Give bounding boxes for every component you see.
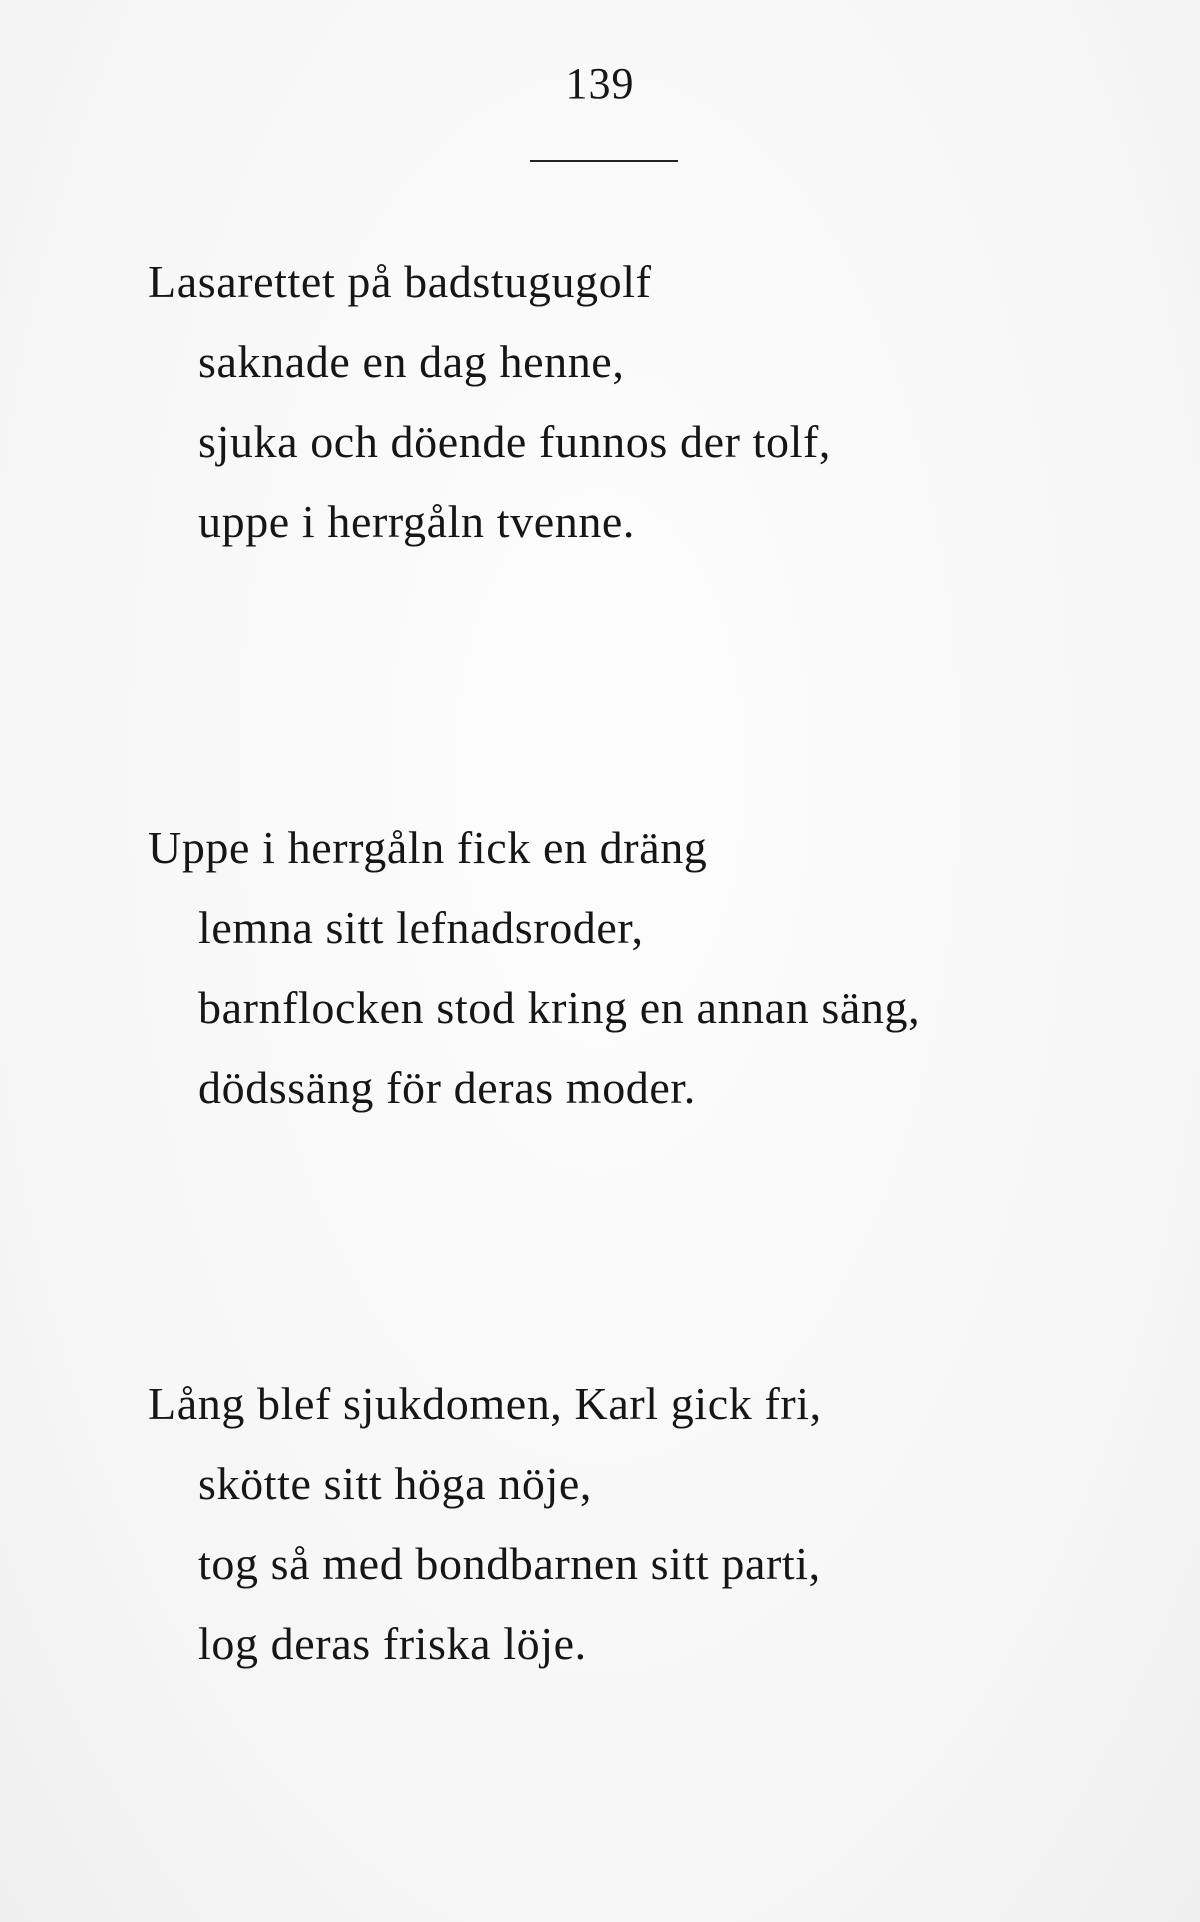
verse-line: lemna sitt lefnadsroder, — [198, 902, 644, 953]
verse-line: Uppe i herrgåln fick en dräng — [148, 822, 708, 873]
verse-line: uppe i herrgåln tvenne. — [198, 496, 636, 547]
verse-line: log deras friska löje. — [198, 1618, 587, 1669]
verse-line: saknade en dag henne, — [198, 336, 625, 387]
stanza-1 — [148, 242, 1108, 562]
verse-line: Lasarettet på badstugugolf — [148, 256, 652, 307]
stanza-2 — [148, 808, 1108, 1128]
page-number-rule — [530, 160, 678, 162]
verse-line: dödssäng för deras moder. — [198, 1062, 696, 1113]
verse-line: skötte sitt höga nöje, — [198, 1458, 592, 1509]
verse-line: Lång blef sjukdomen, Karl gick fri, — [148, 1378, 822, 1429]
page-number: 139 — [565, 59, 635, 108]
stanza-3 — [148, 1364, 1108, 1684]
verse-line: barnflocken stod kring en annan säng, — [198, 982, 921, 1033]
verse-line: tog så med bondbarnen sitt parti, — [198, 1538, 821, 1589]
verse-line: sjuka och döende funnos der tolf, — [198, 416, 831, 467]
